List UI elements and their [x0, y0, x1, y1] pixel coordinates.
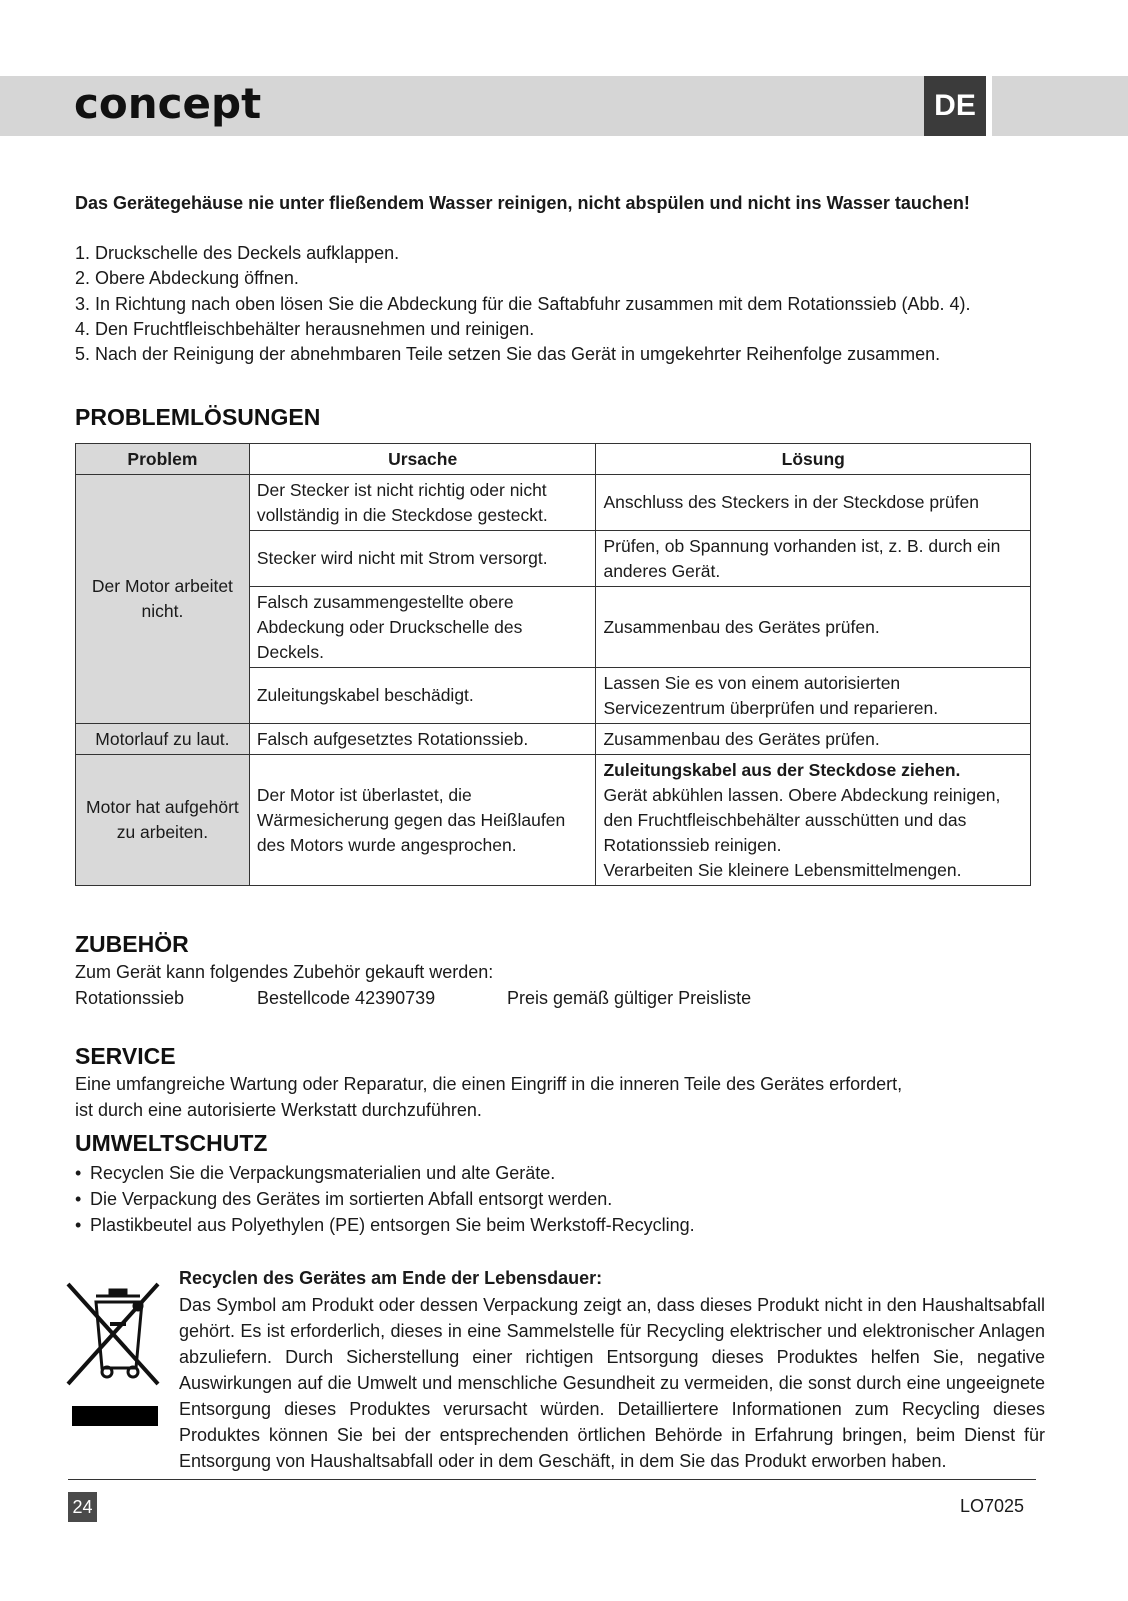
problem-cell: Motorlauf zu laut.	[76, 724, 250, 755]
column-header: Lösung	[596, 444, 1031, 475]
section-heading-troubleshooting: PROBLEMLÖSUNGEN	[75, 404, 321, 430]
troubleshooting-table	[75, 443, 1031, 886]
solution-cell: Zusammenbau des Gerätes prüfen.	[596, 724, 1031, 755]
list-item: 5. Nach der Reinigung der abnehmbaren Teile setzen Sie das Gerät in umgekehrter Reihenfolge zusammen.	[75, 344, 941, 365]
section-heading-service: SERVICE	[75, 1043, 176, 1069]
solution-cell: Prüfen, ob Spannung vorhanden ist, z. B. durch ein anderes Gerät.	[596, 531, 1031, 587]
cleaning-warning: Das Gerätegehäuse nie unter fließendem Wasser reinigen, nicht abspülen und nicht ins Wasser tauchen!	[75, 193, 970, 213]
table-header-row	[76, 444, 1031, 475]
cause-cell: Zuleitungskabel beschädigt.	[249, 668, 596, 724]
section-heading-accessories: ZUBEHÖR	[75, 931, 189, 957]
recycling-text: Das Symbol am Produkt oder dessen Verpackung zeigt an, dass dieses Produkt nicht in den Haushaltsabfall gehört. Es ist erforderlich, dieses in eine Sammelstelle für Recycling elektrischer und elektronischer Anlagen abzuliefern. Durch Sicherstellung einer richtigen Entsorgung dieses Produktes helfen Sie, negative Auswirkungen auf die Umwelt und menschliche Gesundheit zu vermeiden, die sonst durch eine ungeeignete Entsorgung dieses Produktes verursacht würden. Detailliertere Informationen zum Recycling dieses Produktes können Sie bei der entsprechenden örtlichen Behörde in Erfahrung bringen, beim Dienst für Entsorgung von Haushaltsabfall oder in dem Geschäft, in dem Sie das Produkt erworben haben.	[179, 1295, 1045, 1471]
accessory-name: Rotationssieb	[75, 988, 185, 1008]
solution-cell: Anschluss des Steckers in der Steckdose prüfen	[596, 475, 1031, 531]
list-item: 3. In Richtung nach oben lösen Sie die Abdeckung für die Saftabfuhr zusammen mit dem Rotationssieb (Abb. 4).	[75, 293, 971, 314]
model-number: LO7025	[960, 1496, 1025, 1516]
solution-emphasis: Zuleitungskabel aus der Steckdose ziehen.	[603, 759, 961, 780]
cleaning-steps	[75, 241, 1075, 367]
table-row	[76, 755, 1031, 886]
environment-list	[75, 1160, 695, 1238]
table-row	[76, 475, 1031, 531]
recycling-title: Recyclen des Gerätes am Ende der Lebensdauer:	[179, 1268, 603, 1288]
language-badge: DE	[924, 76, 992, 136]
column-header: Ursache	[249, 444, 596, 475]
accessory-code: Bestellcode 42390739	[257, 988, 436, 1008]
solution-cell: Zusammenbau des Gerätes prüfen.	[596, 587, 1031, 668]
column-header: Problem	[76, 444, 250, 475]
cause-cell: Falsch zusammengestellte obere Abdeckung oder Druckschelle des Deckels.	[249, 587, 596, 668]
section-heading-environment: UMWELTSCHUTZ	[75, 1130, 268, 1156]
page-number: 24	[68, 1492, 97, 1522]
cause-cell: Stecker wird nicht mit Strom versorgt.	[249, 531, 596, 587]
solution-cell	[596, 755, 1031, 886]
list-item: 4. Den Fruchtfleischbehälter herausnehmen und reinigen.	[75, 318, 535, 339]
list-item: • Recyclen Sie die Verpackungsmaterialien und alte Geräte.	[75, 1160, 695, 1186]
problem-cell: Der Motor arbeitet nicht.	[76, 475, 250, 724]
accessory-price: Preis gemäß gültiger Preisliste	[507, 988, 752, 1008]
solution-cell: Lassen Sie es von einem autorisierten Servicezentrum überprüfen und reparieren.	[596, 668, 1031, 724]
list-item: 2. Obere Abdeckung öffnen.	[75, 268, 299, 289]
list-item: • Plastikbeutel aus Polyethylen (PE) entsorgen Sie beim Werkstoff-Recycling.	[75, 1212, 695, 1238]
brand-logo: concept	[74, 79, 262, 128]
service-text-line-2: ist durch eine autorisierte Werkstatt durchzuführen.	[75, 1100, 482, 1120]
service-text-line-1: Eine umfangreiche Wartung oder Reparatur, die einen Eingriff in die inneren Teile des Gerätes erfordert,	[75, 1074, 903, 1094]
list-item: • Die Verpackung des Gerätes im sortierten Abfall entsorgt werden.	[75, 1186, 695, 1212]
cause-cell: Der Stecker ist nicht richtig oder nicht vollständig in die Steckdose gesteckt.	[249, 475, 596, 531]
cause-cell: Falsch aufgesetztes Rotationssieb.	[249, 724, 596, 755]
list-item: 1. Druckschelle des Deckels aufklappen.	[75, 243, 400, 263]
cause-cell: Der Motor ist überlastet, die Wärmesicherung gegen das Heißlaufen des Motors wurde angesprochen.	[249, 755, 596, 886]
weee-crossed-bin-icon	[66, 1282, 162, 1430]
table-row	[76, 724, 1031, 755]
solution-text: Gerät abkühlen lassen. Obere Abdeckung reinigen, den Fruchtfleischbehälter ausschütten und das Rotationssieb reinigen.	[603, 784, 1001, 855]
footer-divider	[68, 1479, 1036, 1480]
accessories-intro: Zum Gerät kann folgendes Zubehör gekauft werden:	[75, 962, 494, 982]
problem-cell: Motor hat aufgehört zu arbeiten.	[76, 755, 250, 886]
solution-text-2: Verarbeiten Sie kleinere Lebensmittelmengen.	[603, 859, 962, 880]
